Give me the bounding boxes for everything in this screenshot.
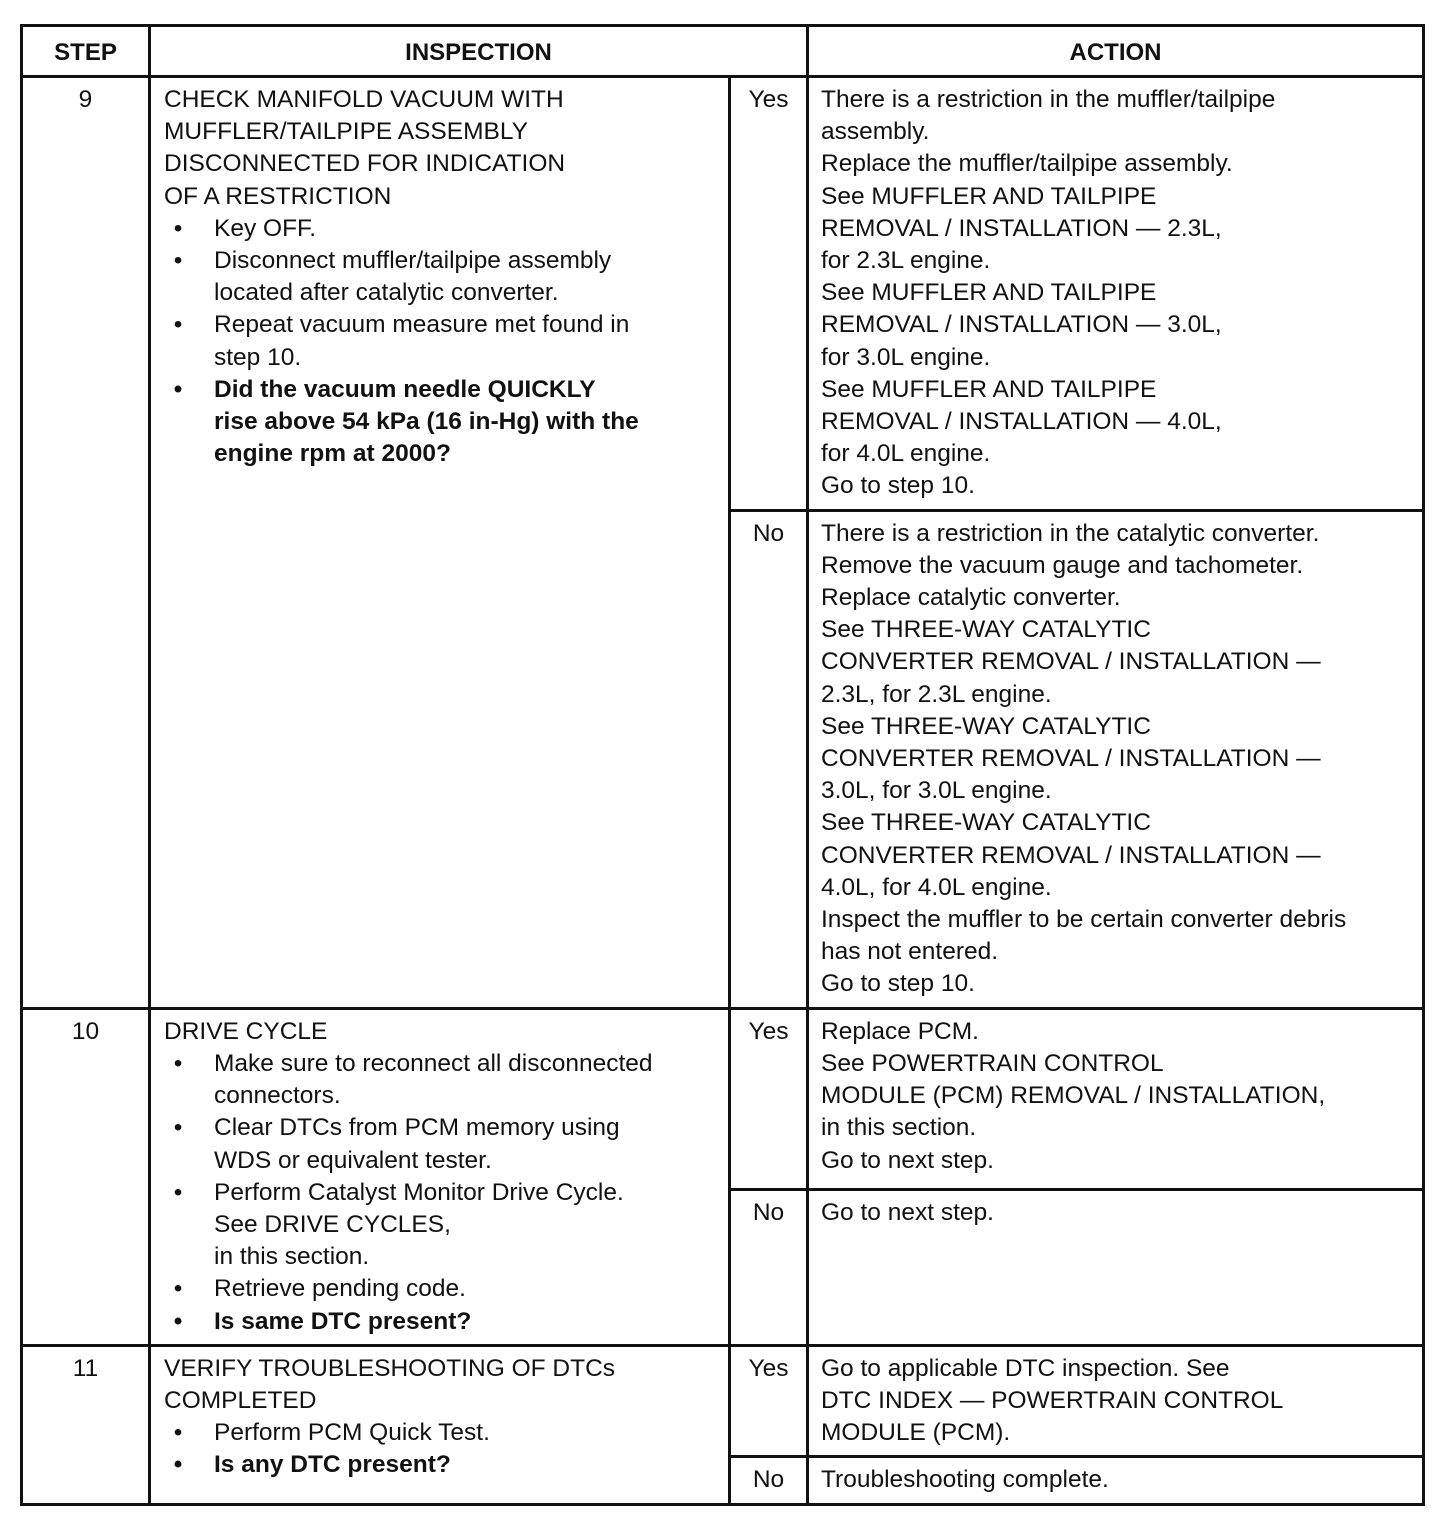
action-line: Replace PCM. — [821, 1017, 979, 1045]
inspection-title-line: DISCONNECTED FOR INDICATION — [164, 150, 566, 178]
diagnostic-table-container — [20, 24, 1422, 1506]
no-label: No — [730, 1189, 808, 1345]
action-line: for 2.3L engine. — [821, 247, 991, 275]
action-line: in this section. — [821, 1114, 977, 1142]
inspection-cell — [150, 1345, 730, 1504]
action-line: See MUFFLER AND TAILPIPE — [821, 182, 1157, 210]
inspection-bullets — [164, 213, 718, 471]
diagnostic-table — [20, 24, 1425, 1506]
step-number: 11 — [22, 1345, 150, 1504]
bullet-item — [164, 1273, 718, 1305]
table-row — [22, 77, 1424, 511]
bullet-item-question — [164, 374, 718, 471]
bullet-line: Did the vacuum needle QUICKLY — [214, 375, 596, 403]
bullet-item — [164, 213, 718, 245]
action-line: Go to step 10. — [821, 472, 975, 500]
bullet-dot-icon: • — [173, 1178, 183, 1206]
action-line: Go to step 10. — [821, 970, 975, 998]
header-step: STEP — [22, 26, 150, 77]
table-row — [22, 1345, 1424, 1457]
action-line: Troubleshooting complete. — [821, 1466, 1109, 1494]
action-line: 4.0L, for 4.0L engine. — [821, 873, 1052, 901]
yes-action-cell — [808, 1345, 1424, 1457]
bullet-line: WDS or equivalent tester. — [214, 1146, 492, 1174]
bullet-line: Clear DTCs from PCM memory using — [214, 1114, 620, 1142]
action-line: CONVERTER REMOVAL / INSTALLATION — — [821, 648, 1321, 676]
action-line: See MUFFLER AND TAILPIPE — [821, 375, 1157, 403]
action-line: for 4.0L engine. — [821, 440, 991, 468]
action-line: MODULE (PCM) REMOVAL / INSTALLATION, — [821, 1082, 1326, 1110]
bullet-line: Make sure to reconnect all disconnected — [214, 1049, 653, 1077]
bullet-line: Is same DTC present? — [214, 1307, 472, 1335]
step-number: 9 — [22, 77, 150, 1009]
action-line: Remove the vacuum gauge and tachometer. — [821, 551, 1304, 579]
bullet-line: Perform Catalyst Monitor Drive Cycle. — [214, 1178, 624, 1206]
action-line: Replace catalytic converter. — [821, 584, 1121, 612]
no-action-cell — [808, 1189, 1424, 1345]
inspection-cell — [150, 1008, 730, 1345]
bullet-line: Retrieve pending code. — [214, 1275, 466, 1303]
yes-label: Yes — [730, 1345, 808, 1457]
bullet-item — [164, 1112, 718, 1176]
action-line: Go to next step. — [821, 1198, 994, 1226]
bullet-item-question — [164, 1306, 718, 1338]
inspection-title-line: OF A RESTRICTION — [164, 182, 392, 210]
action-line: Inspect the muffler to be certain converter debris — [821, 906, 1347, 934]
action-line: Go to next step. — [821, 1146, 994, 1174]
action-line: Replace the muffler/tailpipe assembly. — [821, 150, 1233, 178]
bullet-line: step 10. — [214, 343, 302, 371]
bullet-line: Key OFF. — [214, 214, 317, 242]
bullet-line: located after catalytic converter. — [214, 279, 559, 307]
bullet-dot-icon: • — [173, 1114, 183, 1142]
no-label: No — [730, 1457, 808, 1504]
action-line: REMOVAL / INSTALLATION — 2.3L, — [821, 214, 1222, 242]
action-line: See POWERTRAIN CONTROL — [821, 1049, 1164, 1077]
bullet-line: connectors. — [214, 1082, 341, 1110]
yes-label: Yes — [730, 1008, 808, 1189]
bullet-line: See DRIVE CYCLES, — [214, 1210, 451, 1238]
action-line: Go to applicable DTC inspection. See — [821, 1354, 1230, 1382]
bullet-dot-icon: • — [173, 1419, 183, 1447]
yes-action-cell — [808, 1008, 1424, 1189]
inspection-bullets — [164, 1417, 718, 1481]
bullet-item — [164, 1177, 718, 1274]
bullet-item — [164, 309, 718, 373]
step-number: 10 — [22, 1008, 150, 1345]
action-line: CONVERTER REMOVAL / INSTALLATION — — [821, 841, 1321, 869]
inspection-cell — [150, 77, 730, 1009]
action-line: See THREE-WAY CATALYTIC — [821, 712, 1151, 740]
header-row — [22, 26, 1424, 77]
bullet-dot-icon: • — [173, 1307, 183, 1335]
action-line: REMOVAL / INSTALLATION — 4.0L, — [821, 408, 1222, 436]
no-action-cell — [808, 1457, 1424, 1504]
bullet-line: Repeat vacuum measure met found in — [214, 311, 630, 339]
no-label: No — [730, 510, 808, 1008]
bullet-dot-icon: • — [173, 1451, 183, 1479]
bullet-dot-icon: • — [173, 375, 183, 403]
bullet-line: engine rpm at 2000? — [214, 440, 451, 468]
action-line: See THREE-WAY CATALYTIC — [821, 616, 1151, 644]
bullet-item — [164, 1417, 718, 1449]
bullet-line: in this section. — [214, 1243, 370, 1271]
yes-label: Yes — [730, 77, 808, 511]
bullet-dot-icon: • — [173, 1049, 183, 1077]
action-line: REMOVAL / INSTALLATION — 3.0L, — [821, 311, 1222, 339]
bullet-dot-icon: • — [173, 247, 183, 275]
action-line: There is a restriction in the muffler/tailpipe — [821, 86, 1276, 113]
bullet-item-question — [164, 1449, 718, 1481]
action-line: See THREE-WAY CATALYTIC — [821, 809, 1151, 837]
bullet-line: Disconnect muffler/tailpipe assembly — [214, 247, 612, 275]
inspection-title-line: VERIFY TROUBLESHOOTING OF DTCs — [164, 1354, 616, 1382]
bullet-line: rise above 54 kPa (16 in-Hg) with the — [214, 408, 639, 436]
action-line: 2.3L, for 2.3L engine. — [821, 680, 1052, 708]
inspection-title-line: COMPLETED — [164, 1386, 317, 1414]
bullet-item — [164, 245, 718, 309]
bullet-dot-icon: • — [173, 311, 183, 339]
bullet-line: Is any DTC present? — [214, 1451, 451, 1479]
action-line: CONVERTER REMOVAL / INSTALLATION — — [821, 745, 1321, 773]
action-line: See MUFFLER AND TAILPIPE — [821, 279, 1157, 307]
bullet-dot-icon: • — [173, 1275, 183, 1303]
header-inspection: INSPECTION — [150, 26, 808, 77]
bullet-line: Perform PCM Quick Test. — [214, 1419, 490, 1447]
action-line: has not entered. — [821, 938, 999, 966]
header-action: ACTION — [808, 26, 1424, 77]
no-action-cell — [808, 510, 1424, 1008]
inspection-title-line: CHECK MANIFOLD VACUUM WITH — [164, 86, 564, 113]
action-line: DTC INDEX — POWERTRAIN CONTROL — [821, 1386, 1284, 1414]
inspection-bullets — [164, 1048, 718, 1338]
action-line: for 3.0L engine. — [821, 343, 991, 371]
yes-action-cell — [808, 77, 1424, 511]
inspection-title-line: DRIVE CYCLE — [164, 1017, 328, 1045]
action-line: There is a restriction in the catalytic converter. — [821, 519, 1320, 547]
action-line: assembly. — [821, 118, 930, 146]
action-line: MODULE (PCM). — [821, 1419, 1011, 1447]
bullet-item — [164, 1048, 718, 1112]
bullet-dot-icon: • — [173, 214, 183, 242]
table-row — [22, 1008, 1424, 1189]
inspection-title-line: MUFFLER/TAILPIPE ASSEMBLY — [164, 118, 528, 146]
action-line: 3.0L, for 3.0L engine. — [821, 777, 1052, 805]
